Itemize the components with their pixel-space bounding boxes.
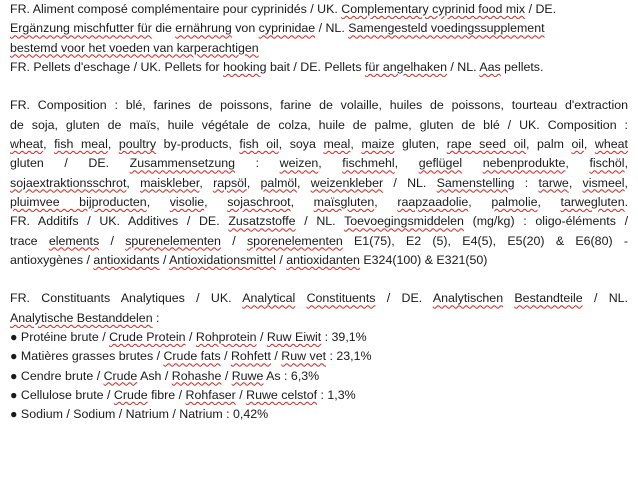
text-segment: ● Cellulose brute / — [10, 387, 114, 402]
text-segment: . — [624, 194, 628, 209]
doc-line — [10, 58, 628, 77]
text-segment: trace — [10, 233, 49, 248]
spellcheck-flagged-text: Rohfett — [230, 349, 271, 364]
paragraph-gap — [10, 270, 628, 289]
text-segment: / — [220, 349, 231, 364]
spellcheck-flagged-text: Constituents — [306, 291, 376, 306]
text-segment: von — [231, 21, 259, 36]
spellcheck-flagged-text: fischöl — [589, 156, 625, 171]
spellcheck-flagged-text: fish meal — [54, 137, 108, 152]
doc-line — [10, 367, 628, 386]
text-segment: (mg/kg) : oligo-éléments / — [463, 214, 628, 229]
doc-line — [10, 212, 628, 231]
text-segment: , — [568, 175, 583, 190]
text-segment: FR. Aliment composé complémentaire pour cyprinidés / UK. — [10, 2, 342, 16]
text-segment: , — [350, 137, 362, 152]
spellcheck-flagged-text: spurenelementen — [125, 233, 221, 248]
spellcheck-flagged-text: fish oil — [239, 137, 279, 152]
spellcheck-flagged-text: Analytische Bestanddelen — [10, 310, 153, 325]
spellcheck-flagged-text: hooking — [223, 59, 267, 74]
spellcheck-flagged-text: Bestandteile — [514, 291, 583, 306]
text-segment: , — [394, 156, 419, 171]
spellcheck-flagged-text: Ruw vet — [281, 349, 327, 364]
text-segment: / NL. — [315, 21, 349, 36]
spellcheck-flagged-text: raapzaadolie — [397, 194, 469, 209]
text-segment: / — [275, 252, 287, 267]
text-segment: ● Protéine brute / — [10, 330, 110, 345]
spellcheck-flagged-text: Antioxidationsmittel — [169, 252, 276, 267]
text-segment: : — [152, 310, 160, 325]
text-segment: E1(75), E2 (5), E4(5), E5(20) & E6(80) - — [342, 233, 628, 248]
text-segment: Ash / — [137, 368, 172, 383]
text-segment: , — [246, 175, 261, 190]
text-segment: / — [235, 387, 247, 402]
spellcheck-flagged-text: pluimvee bijproducten — [10, 194, 147, 209]
text-segment: , — [126, 175, 141, 190]
doc-line — [10, 309, 628, 328]
spellcheck-flagged-text: Samengesteld voedingssupplement — [348, 21, 545, 36]
text-segment: / — [185, 330, 196, 345]
spellcheck-flagged-text: für angelhaken — [365, 59, 447, 74]
text-segment — [295, 291, 306, 305]
text-segment: / — [159, 252, 170, 267]
text-segment: : — [235, 156, 280, 171]
text-segment — [503, 291, 514, 305]
text-segment — [462, 156, 483, 170]
spellcheck-flagged-text: Rohprotein — [195, 330, 257, 345]
text-segment: , — [537, 194, 561, 209]
doc-line — [10, 232, 628, 251]
spellcheck-flagged-text: maïsgluten — [313, 194, 375, 209]
text-segment: , — [146, 194, 170, 209]
text-segment: / NL. — [582, 291, 628, 306]
text-segment: ● Cendre brute / — [10, 368, 104, 383]
text-segment: gluten, — [394, 137, 447, 152]
spellcheck-flagged-text: Crude — [103, 368, 138, 383]
spellcheck-flagged-text: maiskleber — [140, 175, 200, 190]
spellcheck-flagged-text: cyprinidae — [258, 21, 316, 36]
spellcheck-flagged-text: vismeel — [582, 175, 625, 190]
text-segment: : — [514, 175, 539, 190]
text-segment: E324(100) & E321(50) — [359, 252, 488, 267]
spellcheck-flagged-text: Zusatzstoffe — [228, 214, 296, 229]
text-segment: , — [199, 175, 214, 190]
text-segment: / — [220, 233, 247, 248]
text-segment: antioxygènes / — [10, 252, 94, 267]
doc-line — [10, 386, 628, 405]
spellcheck-flagged-text: weizenkleber — [310, 175, 384, 190]
text-segment: / NL. — [295, 214, 345, 229]
text-segment: FR. Pellets d'eschage / UK. Pellets for — [10, 59, 224, 74]
doc-line — [10, 154, 628, 173]
spellcheck-flagged-text: tarwe — [538, 175, 569, 190]
text-segment: , — [583, 137, 595, 152]
spellcheck-flagged-text: Samenstelling — [436, 175, 515, 190]
doc-line — [10, 39, 628, 58]
text-segment: bait / DE. Pellets — [266, 59, 365, 74]
text-segment: , — [290, 194, 314, 209]
spellcheck-flagged-text: Toevoegingsmiddelen — [344, 214, 464, 229]
spellcheck-flagged-text: meal — [323, 137, 351, 152]
spellcheck-flagged-text: rape seed oil — [446, 137, 527, 152]
text-segment: by-products, — [156, 137, 240, 152]
spellcheck-flagged-text: antioxidanten — [286, 252, 360, 267]
spellcheck-flagged-text: antioxidants — [93, 252, 160, 267]
doc-line — [10, 96, 628, 115]
spellcheck-flagged-text: ernährung — [175, 21, 232, 36]
doc-line — [10, 193, 628, 212]
spellcheck-flagged-text: Rohfaser — [185, 387, 236, 402]
spellcheck-flagged-text: Rohashe — [171, 368, 222, 383]
doc-line — [10, 135, 628, 154]
text-segment: / — [99, 233, 126, 248]
text-segment: As : 6,3% — [263, 368, 320, 383]
text-segment: ● Matières grasses brutes / — [10, 349, 164, 364]
spellcheck-flagged-text: Zusammensetzung — [129, 156, 236, 171]
spellcheck-flagged-text: Ruw Eiwit — [266, 330, 322, 345]
doc-line — [10, 174, 628, 193]
doc-line — [10, 347, 628, 366]
spellcheck-flagged-text: elements — [48, 233, 100, 248]
text-segment: , — [624, 156, 628, 171]
text-segment: FR. Composition : blé, farines de poissons, farine de volaille, huiles de poissons, tourteau d'extraction — [10, 98, 628, 113]
spellcheck-flagged-text: wheat — [10, 137, 44, 152]
spellcheck-flagged-text: palmolie — [491, 194, 538, 209]
text-segment: pellets. — [500, 59, 544, 74]
doc-line — [10, 116, 628, 135]
text-segment: , — [43, 137, 55, 152]
text-segment: gluten / DE. — [10, 156, 130, 171]
text-segment: ● Sodium / Sodium / Natrium / Natrium : 0,42% — [10, 407, 269, 422]
paragraph-gap — [10, 77, 628, 96]
spellcheck-flagged-text: sporenelementen — [246, 233, 343, 248]
spellcheck-flagged-text: sojaschroot — [227, 194, 291, 209]
text-segment: , — [468, 194, 492, 209]
spellcheck-flagged-text: Crude — [113, 387, 148, 402]
spellcheck-flagged-text: Ruwe — [231, 368, 264, 383]
doc-line — [10, 405, 628, 424]
text-segment: , — [107, 137, 119, 152]
spellcheck-flagged-text: palmöl — [260, 175, 298, 190]
text-segment: , — [624, 175, 628, 190]
text-segment: / NL. — [446, 59, 480, 74]
spellcheck-flagged-text: Ruwe celstof — [246, 387, 318, 402]
spellcheck-flagged-text: wheat — [594, 137, 628, 152]
spellcheck-flagged-text: poultry — [118, 137, 157, 152]
text-segment: / — [221, 368, 232, 383]
text-segment: , — [318, 156, 343, 171]
spellcheck-flagged-text: Complementary cyprinid food mix — [341, 2, 526, 16]
spellcheck-flagged-text: Analytischen — [432, 291, 504, 306]
text-segment: / NL. — [383, 175, 437, 190]
spellcheck-flagged-text: bestemd voor het voeden van karperachtigen — [10, 40, 259, 55]
spellcheck-flagged-text: maize — [361, 137, 395, 152]
doc-line — [10, 251, 628, 270]
spellcheck-flagged-text: rapsöl — [213, 175, 247, 190]
spellcheck-flagged-text: nebenprodukte — [482, 156, 566, 171]
text-segment: / — [270, 349, 282, 364]
spellcheck-flagged-text: Crude fats — [163, 349, 221, 364]
spellcheck-flagged-text: tarwegluten — [560, 194, 625, 209]
doc-line — [10, 289, 628, 308]
text-segment: / DE. — [525, 2, 557, 16]
text-segment: : 39,1% — [321, 330, 367, 345]
text-segment: fibre / — [147, 387, 186, 402]
spellcheck-flagged-text: sojaextraktionsschrot — [10, 175, 127, 190]
spellcheck-flagged-text: Ergänzung mischfutter für — [10, 21, 152, 36]
text-segment: , palm — [526, 137, 572, 152]
spellcheck-flagged-text: oil — [571, 137, 584, 152]
doc-line — [10, 0, 628, 19]
text-segment: de soja, gluten de maïs, huile végétale de colza, huile de palme, gluten de blé / UK. Composition : — [10, 117, 628, 132]
doc-line — [10, 19, 628, 38]
text-segment: : 1,3% — [317, 387, 356, 402]
spellcheck-flagged-text: Aas — [479, 59, 501, 74]
text-segment: , — [297, 175, 311, 190]
text-segment: / — [256, 330, 267, 345]
text-segment: die — [151, 21, 176, 36]
text-segment: , — [204, 194, 228, 209]
text-segment: / DE. — [375, 291, 433, 306]
text-segment: FR. Constituants Analytiques / UK. — [10, 291, 243, 306]
spellcheck-flagged-text: weizen — [279, 156, 319, 171]
text-segment: , — [374, 194, 398, 209]
text-segment: FR. Additifs / UK. Additives / DE. — [10, 214, 229, 229]
doc-line — [10, 328, 628, 347]
spellcheck-flagged-text: fischmehl — [342, 156, 395, 171]
spellcheck-flagged-text: geflügel — [418, 156, 463, 171]
spellcheck-flagged-text: visolie — [169, 194, 205, 209]
text-segment: , soya — [278, 137, 324, 152]
text-segment: , — [565, 156, 590, 171]
text-segment: : 23,1% — [326, 349, 372, 364]
spellcheck-flagged-text: Analytical — [242, 291, 296, 306]
spellcheck-flagged-text: Crude Protein — [109, 330, 186, 345]
